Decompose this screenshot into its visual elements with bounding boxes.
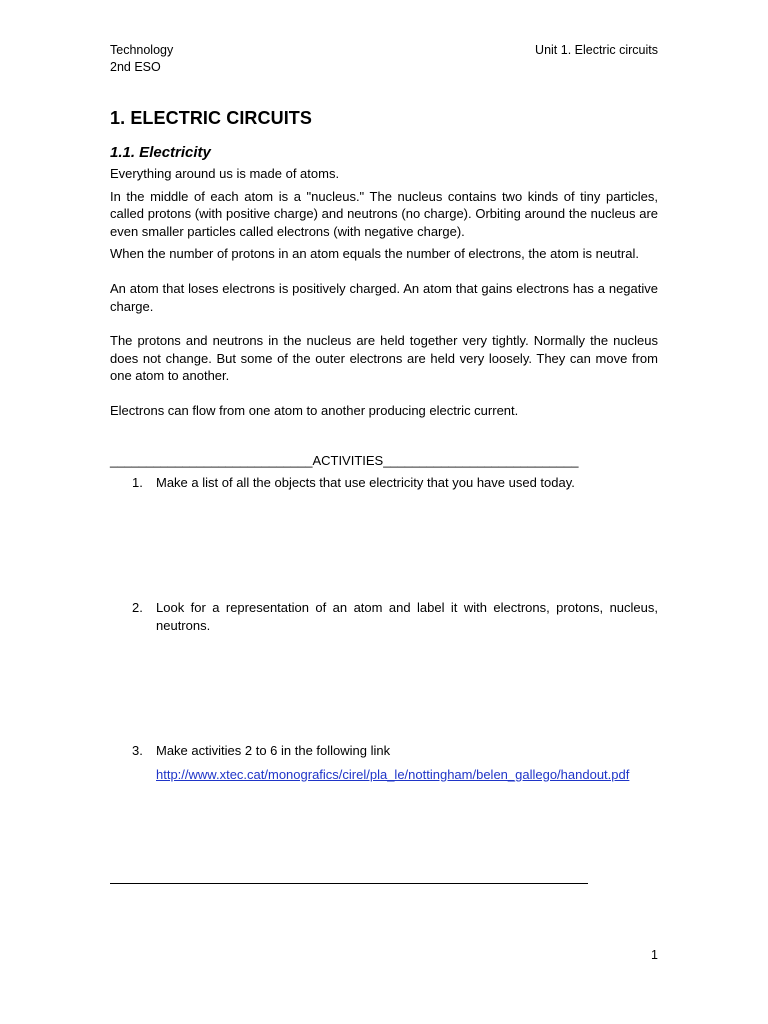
page-number: 1 — [651, 948, 658, 962]
activity-item-1 — [110, 474, 658, 599]
paragraph-neutral: When the number of protons in an atom equals the number of electrons, the atom is neutral. — [110, 246, 639, 262]
activity-number: 1. — [132, 474, 143, 490]
section-heading: 1.1. Electricity — [110, 144, 211, 161]
page-content — [110, 106, 658, 784]
header-unit: Unit 1. Electric circuits — [535, 43, 658, 57]
activities-title: ____________________________ACTIVITIES___________________________ — [110, 452, 579, 468]
activity-number: 3. — [132, 742, 143, 758]
paragraph-charge: An atom that loses electrons is positively charged. An atom that gains electrons has a negative charge. — [110, 280, 658, 314]
header-subject: Technology — [110, 43, 174, 57]
paragraph-current: Electrons can flow from one atom to another producing electric current. — [110, 402, 519, 418]
paragraph-electrons-move: The protons and neutrons in the nucleus are held together very tightly. Normally the nucleus does not change. But some of the outer electrons are held very loosely. They can move from one atom to another. — [110, 333, 658, 384]
activities-list — [110, 474, 658, 784]
header-left — [110, 42, 173, 76]
handout-link[interactable]: http://www.xtec.cat/monografics/cirel/pla_le/nottingham/belen_gallego/handout.pdf — [156, 766, 630, 782]
activity-item-3 — [110, 742, 658, 784]
activity-text: Make activities 2 to 6 in the following link — [156, 742, 391, 758]
page-title: 1. ELECTRIC CIRCUITS — [110, 108, 313, 128]
paragraph-intro: Everything around us is made of atoms. — [110, 166, 340, 181]
paragraph-nucleus: In the middle of each atom is a "nucleus." The nucleus contains two kinds of tiny particles, called protons (with positive charge) and neutrons (no charge). Orbiting around the nucleus are even smaller particles called electrons (with negative charge). — [110, 188, 658, 239]
header-grade: 2nd ESO — [110, 60, 161, 74]
activity-text: Make a list of all the objects that use electricity that you have used today. — [156, 474, 575, 490]
activity-item-2 — [110, 599, 658, 742]
bottom-divider — [110, 883, 588, 884]
activity-text: Look for a representation of an atom and label it with electrons, protons, nucleus, neutrons. — [156, 599, 658, 633]
activity-number: 2. — [132, 599, 143, 615]
